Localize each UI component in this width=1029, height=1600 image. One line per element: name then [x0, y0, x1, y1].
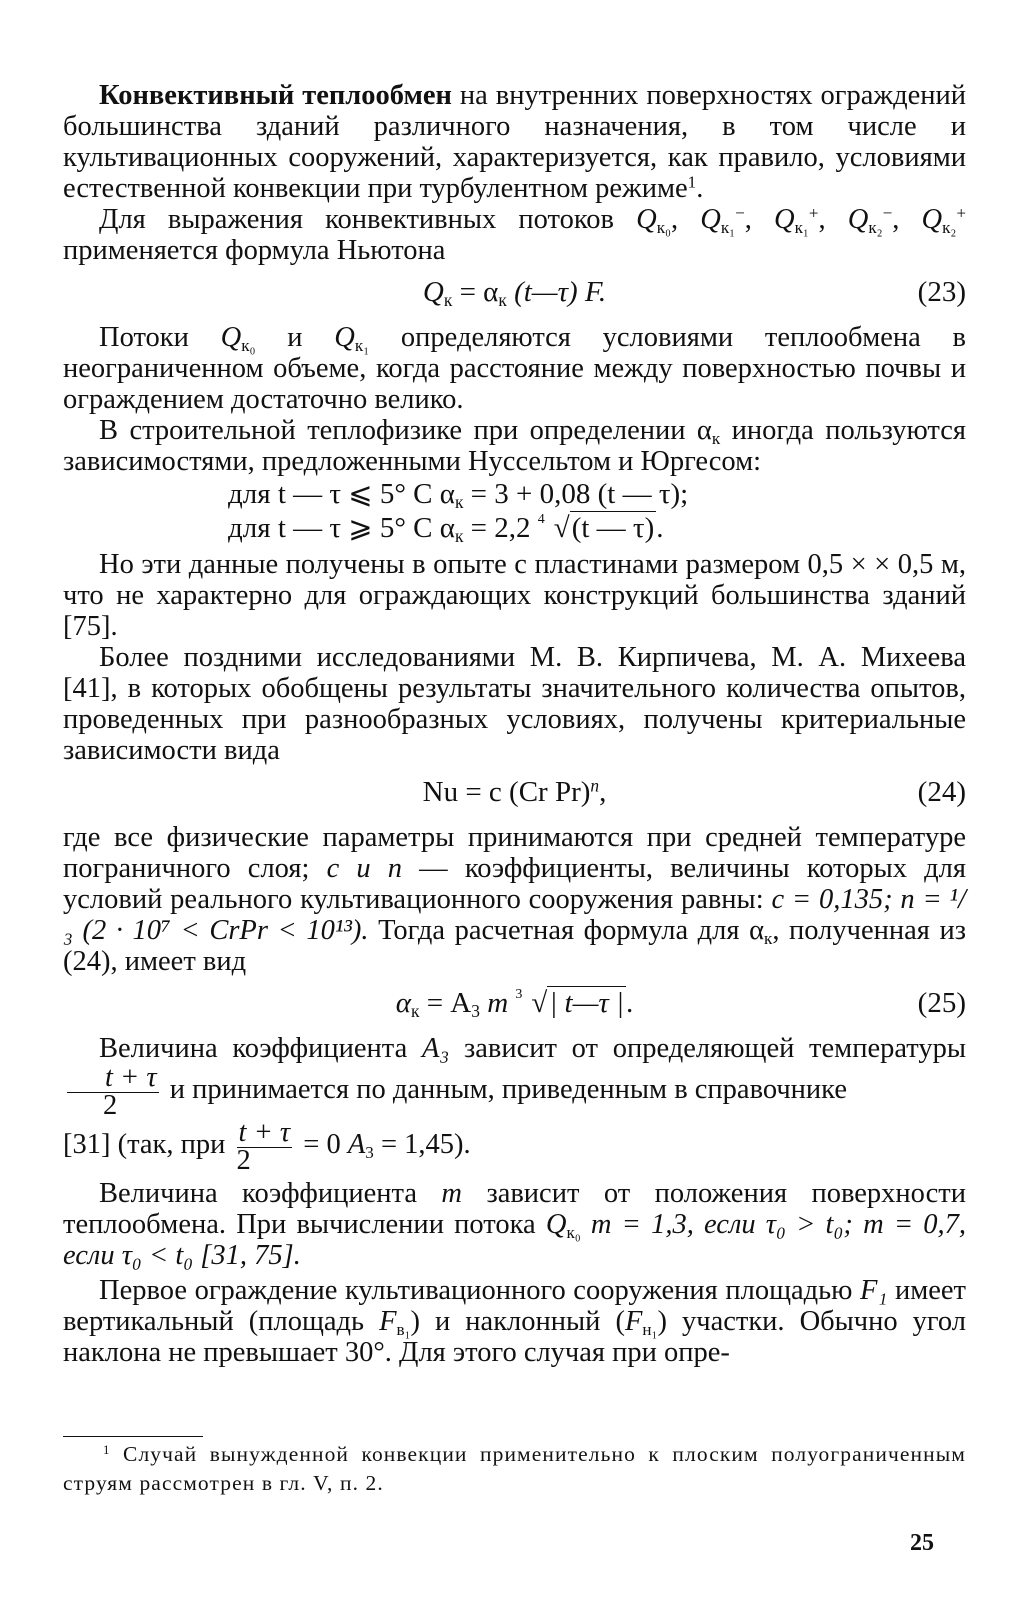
- footnote: $^1$ Случай вынужденной конвекции применительно к плоским полуограниченным струям рассмотрен в гл. V, п. 2.: [63, 1442, 966, 1495]
- equation-line-1: для t — τ ⩽ 5° C $\alpha_к = 3 + 0,08$ (t — τ);: [228, 478, 689, 513]
- equation-24: Nu = c (Cr Pr)$^n$, (24): [63, 766, 966, 818]
- fraction-mean-temp: $\frac{t + \tau}{2}$: [236, 1117, 291, 1176]
- page-number: 25: [910, 1530, 934, 1556]
- cube-root: 3 √| t—τ |: [515, 987, 624, 1019]
- paragraph-coefficient-a3-cont: [31] (так, при $\frac{t + \tau}{2}$ = 0 $A_3 = 1,45$).: [63, 1117, 471, 1176]
- paragraph-flux-expression: Для выражения конвективных потоков $Q_{к_0}$, $Q_{к_1}^-$, $Q_{к_1}^+$, $Q_{к_2}^-$, $Q_{к_2}^+$ применяется формула Ньютона: [63, 203, 967, 266]
- equation-25: $\alpha_к = A_3$ m 3 √| t—τ |. (25): [63, 977, 966, 1029]
- page-body: [63, 80, 966, 1368]
- footnote-divider: [63, 1436, 203, 1437]
- paragraph-kirpichev: Более поздними исследованиями М. В. Кирпичева, М. А. Михеева [41], в которых обобщены результаты значительного количества опытов, проведенных при разнообразных условиях, получены критериальные зависимости вида: [63, 642, 966, 766]
- paragraph-building-physics: В строительной теплофизике при определении $\alpha_к$ иногда пользуются зависимостями, предложенными Нуссельтом и Юргесом:: [63, 415, 966, 477]
- paragraph-coefficient-m: Величина коэффициента m зависит от положения поверхности теплообмена. При вычислении потока $Q_{к_0}$ m = 1,3, если τ₀ > t₀; m = 0,7, если τ₀ < t₀ [31, 75].: [63, 1178, 967, 1271]
- fourth-root: 4 √(t — τ): [537, 512, 655, 544]
- equation-number: (25): [917, 987, 966, 1019]
- footnote-marker: 1: [103, 1442, 111, 1457]
- paragraph-flows: Потоки $Q_{к_0}$ и $Q_{к_1}$ определяются условиями теплообмена в неограниченном объеме, когда расстояние между поверхностью почвы и ограждением достаточно велико.: [63, 322, 966, 415]
- equation-line-2: для t — τ ⩾ 5° C $\alpha_к = 2,2$ 4 √(t — τ).: [228, 512, 664, 547]
- fraction-mean-temp: $\frac{t + \tau}{2}$: [67, 1064, 159, 1119]
- paragraph-coefficient-a3: Величина коэффициента A₃ зависит от определяющей температуры $\frac{t + \tau}{2}$ и принимается по данным, приведенным в справочнике: [63, 1033, 966, 1119]
- paragraph-parameters: где все физические параметры принимаются при средней температуре пограничного слоя; c и n — коэффициенты, величины которых для условий реального культивационного сооружения равны: c = 0,135; n = ¹/₃ (2 · 10⁷ < CrPr < 10¹³). Тогда расчетная формула для $\alpha_к$, полученная из (24), имеет вид: [63, 822, 966, 977]
- equation-number: (24): [917, 776, 966, 808]
- footnote-ref: 1: [687, 172, 697, 192]
- paragraph-convective-intro: Конвективный теплообмен на внутренних поверхностях ограждений большинства зданий различного назначения, в том числе и культивационных сооружений, характеризуется, как правило, условиями естественной конвекции при турбулентном режиме$^1$.: [63, 80, 966, 204]
- equation-23: $Q_к = \alpha_к$ (t—τ) F. (23): [63, 266, 966, 318]
- term-convective-heat-exchange: Конвективный теплообмен: [99, 80, 452, 111]
- paragraph-plate-data: Но эти данные получены в опыте с пластинами размером 0,5 × × 0,5 м, что не характерно для ограждающих конструкций большинства зданий [75].: [63, 549, 966, 642]
- paragraph-first-enclosure: Первое ограждение культивационного сооружения площадью F₁ имеет вертикальный (площадь $F_{в_1}$) и наклонный $(F_{н_1})$ участки. Обычно угол наклона не превышает 30°. Для этого случая при опре-: [63, 1275, 966, 1368]
- equation-number: (23): [917, 276, 966, 308]
- equation-nusselt-jurges: [63, 477, 966, 545]
